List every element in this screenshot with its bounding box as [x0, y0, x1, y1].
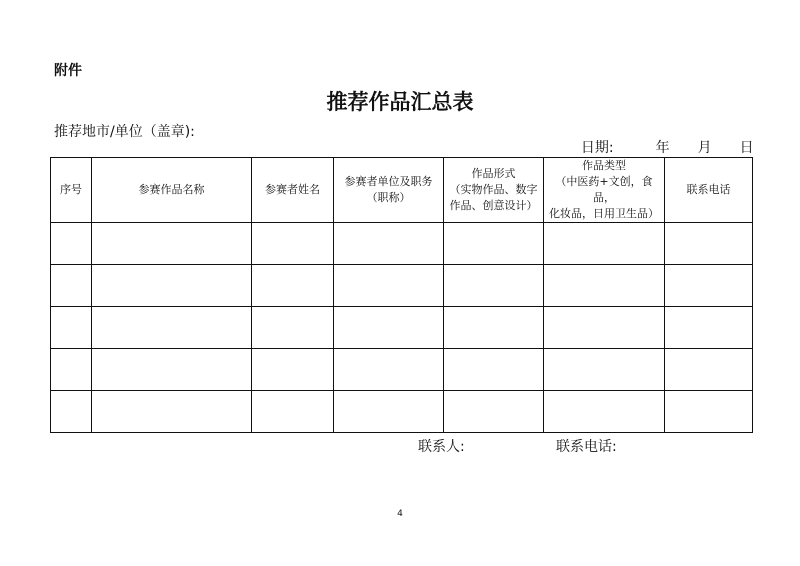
work-name-cell[interactable] [92, 307, 252, 349]
month-label: 月 [697, 140, 712, 156]
unit-position-cell[interactable] [334, 349, 444, 391]
phone-cell[interactable] [665, 349, 753, 391]
work-form-cell[interactable] [444, 307, 544, 349]
work-name-cell[interactable] [92, 391, 252, 433]
recommender-label: 推荐地市/单位（盖章): [54, 124, 195, 140]
table-row [51, 349, 753, 391]
unit-position-cell[interactable] [334, 265, 444, 307]
contact-phone-label: 联系电话: [556, 439, 617, 455]
column-header-phone: 联系电话 [665, 158, 753, 223]
table-row [51, 265, 753, 307]
work-type-cell[interactable] [544, 349, 665, 391]
work-form-cell[interactable] [444, 391, 544, 433]
table-header-row [51, 158, 753, 223]
column-header-work-type: 作品类型 （中医药+文创，食品， 化妆品，日用卫生品） [544, 158, 665, 223]
index-cell[interactable] [51, 307, 92, 349]
index-cell[interactable] [51, 349, 92, 391]
date-label: 日期: [580, 140, 614, 156]
table-row [51, 307, 753, 349]
contact-person-label: 联系人: [418, 439, 465, 455]
participant-name-cell[interactable] [252, 349, 334, 391]
year-label: 年 [655, 140, 670, 156]
work-type-cell[interactable] [544, 391, 665, 433]
index-cell[interactable] [51, 223, 92, 265]
table-row [51, 223, 753, 265]
work-name-cell[interactable] [92, 265, 252, 307]
summary-table [50, 157, 753, 433]
phone-cell[interactable] [665, 391, 753, 433]
work-form-cell[interactable] [444, 265, 544, 307]
unit-position-cell[interactable] [334, 391, 444, 433]
column-header-work-name: 参赛作品名称 [92, 158, 252, 223]
work-form-cell[interactable] [444, 223, 544, 265]
column-header-work-form: 作品形式 （实物作品、数字 作品、创意设计） [444, 158, 544, 223]
work-type-cell[interactable] [544, 265, 665, 307]
participant-name-cell[interactable] [252, 307, 334, 349]
participant-name-cell[interactable] [252, 223, 334, 265]
phone-cell[interactable] [665, 223, 753, 265]
table-row [51, 391, 753, 433]
unit-position-cell[interactable] [334, 307, 444, 349]
participant-name-cell[interactable] [252, 391, 334, 433]
date-line [572, 121, 754, 157]
participant-name-cell[interactable] [252, 265, 334, 307]
day-label: 日 [739, 140, 754, 156]
index-cell[interactable] [51, 265, 92, 307]
column-header-index: 序号 [51, 158, 92, 223]
work-form-cell[interactable] [444, 349, 544, 391]
work-type-cell[interactable] [544, 223, 665, 265]
column-header-participant-name: 参赛者姓名 [252, 158, 334, 223]
column-header-unit-position: 参赛者单位及职务 （职称） [334, 158, 444, 223]
page-title: 推荐作品汇总表 [326, 89, 474, 114]
work-name-cell[interactable] [92, 349, 252, 391]
phone-cell[interactable] [665, 307, 753, 349]
work-type-cell[interactable] [544, 307, 665, 349]
work-name-cell[interactable] [92, 223, 252, 265]
index-cell[interactable] [51, 391, 92, 433]
attachment-label: 附件 [54, 63, 82, 79]
unit-position-cell[interactable] [334, 223, 444, 265]
page-number: 4 [397, 509, 403, 519]
phone-cell[interactable] [665, 265, 753, 307]
